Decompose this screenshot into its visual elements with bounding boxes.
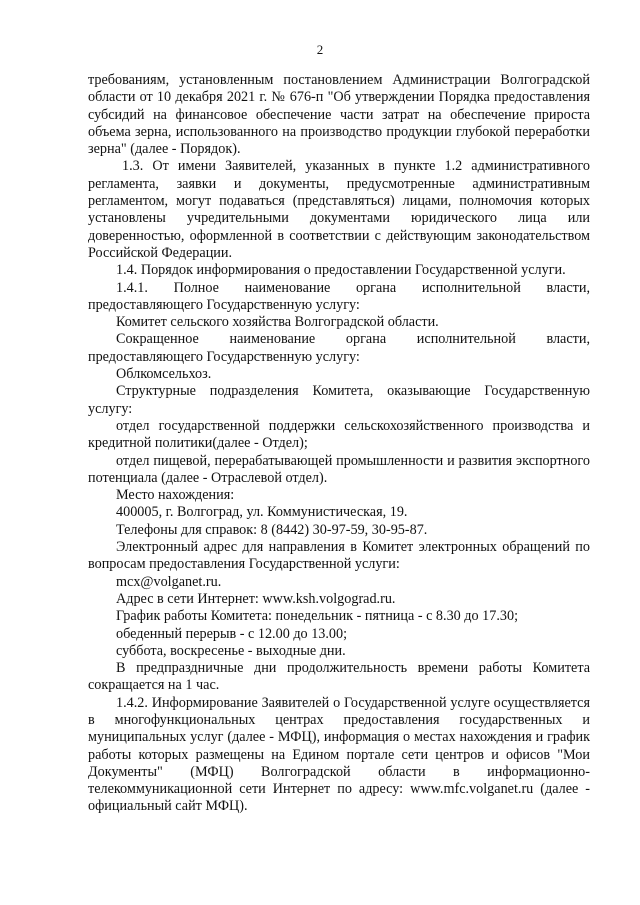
paragraph-1-4-1: 1.4.1. Полное наименование органа исполнительной власти, предоставляющего Государственную услугу:	[88, 279, 590, 313]
paragraph-division-1: отдел государственной поддержки сельскохозяйственного производства и кредитной политики(далее - Отдел);	[88, 417, 590, 452]
paragraph-division-2: отдел пищевой, перерабатывающей промышленности и развития экспортного потенциала (далее - Отраслевой отдел).	[88, 452, 590, 486]
paragraph-lunch: обеденный перерыв - с 12.00 до 13.00;	[116, 625, 348, 642]
paragraph-email: mcx@volganet.ru.	[116, 573, 222, 590]
paragraph-email-label: Электронный адрес для направления в Комитет электронных обращений по вопросам предоставления Государственной услуги:	[88, 539, 590, 573]
paragraph-address: 400005, г. Волгоград, ул. Коммунистическая, 19.	[116, 504, 408, 521]
paragraph-website: Адрес в сети Интернет: www.ksh.volgograd.ru.	[116, 590, 396, 607]
document-body	[88, 72, 590, 816]
paragraph-schedule: График работы Комитета: понедельник - пятница - с 8.30 до 17.30;	[116, 608, 519, 625]
paragraph-full-name: Комитет сельского хозяйства Волгоградской области.	[116, 314, 439, 331]
paragraph-1-3: 1.3. От имени Заявителей, указанных в пункте 1.2 административного регламента, заявки и документы, предусмотренные административным регламентом, могут подаваться (представляться) лицами, полномочия которых установлены учредительными документами юридического лица или доверенностью, оформленной в соответствии с действующим законодательством Российской Федерации.	[88, 158, 590, 261]
paragraph-short-name: Облкомсельхоз.	[116, 366, 212, 383]
paragraph-location-label: Место нахождения:	[116, 487, 235, 504]
paragraph-continuation: требованиям, установленным постановлением Администрации Волгоградской области от 10 декабря 2021 г. № 676-п "Об утверждении Порядка предоставления субсидий на финансовое обеспечение части затрат на обеспечение прироста объема зерна, использованного на производство продукции глубокой переработки зерна" (далее - Порядок).	[88, 72, 590, 158]
paragraph-1-4-2: 1.4.2. Информирование Заявителей о Государственной услуге осуществляется в многофункциональных центрах предоставления государственных и муниципальных услуг (далее - МФЦ), информация о местах нахождения и график работы которых размещены на Едином портале сети центров и офисов "Мои Документы" (МФЦ) Волгоградской области в информационно-телекоммуникационной сети Интернет по адресу: www.mfc.volganet.ru (далее - официальный сайт МФЦ).	[88, 694, 590, 815]
paragraph-divisions-label: Структурные подразделения Комитета, оказывающие Государственную услугу:	[88, 383, 590, 417]
paragraph-weekend: суббота, воскресенье - выходные дни.	[116, 642, 346, 659]
page-number: 2	[316, 42, 324, 57]
paragraph-short-name-label: Сокращенное наименование органа исполнительной власти, предоставляющего Государственную услугу:	[88, 331, 590, 365]
paragraph-phones: Телефоны для справок: 8 (8442) 30-97-59, 30-95-87.	[116, 521, 428, 538]
paragraph-preholiday: В предпраздничные дни продолжительность времени работы Комитета сокращается на 1 час.	[88, 660, 590, 694]
paragraph-1-4-heading: 1.4. Порядок информирования о предоставлении Государственной услуги.	[116, 262, 566, 279]
